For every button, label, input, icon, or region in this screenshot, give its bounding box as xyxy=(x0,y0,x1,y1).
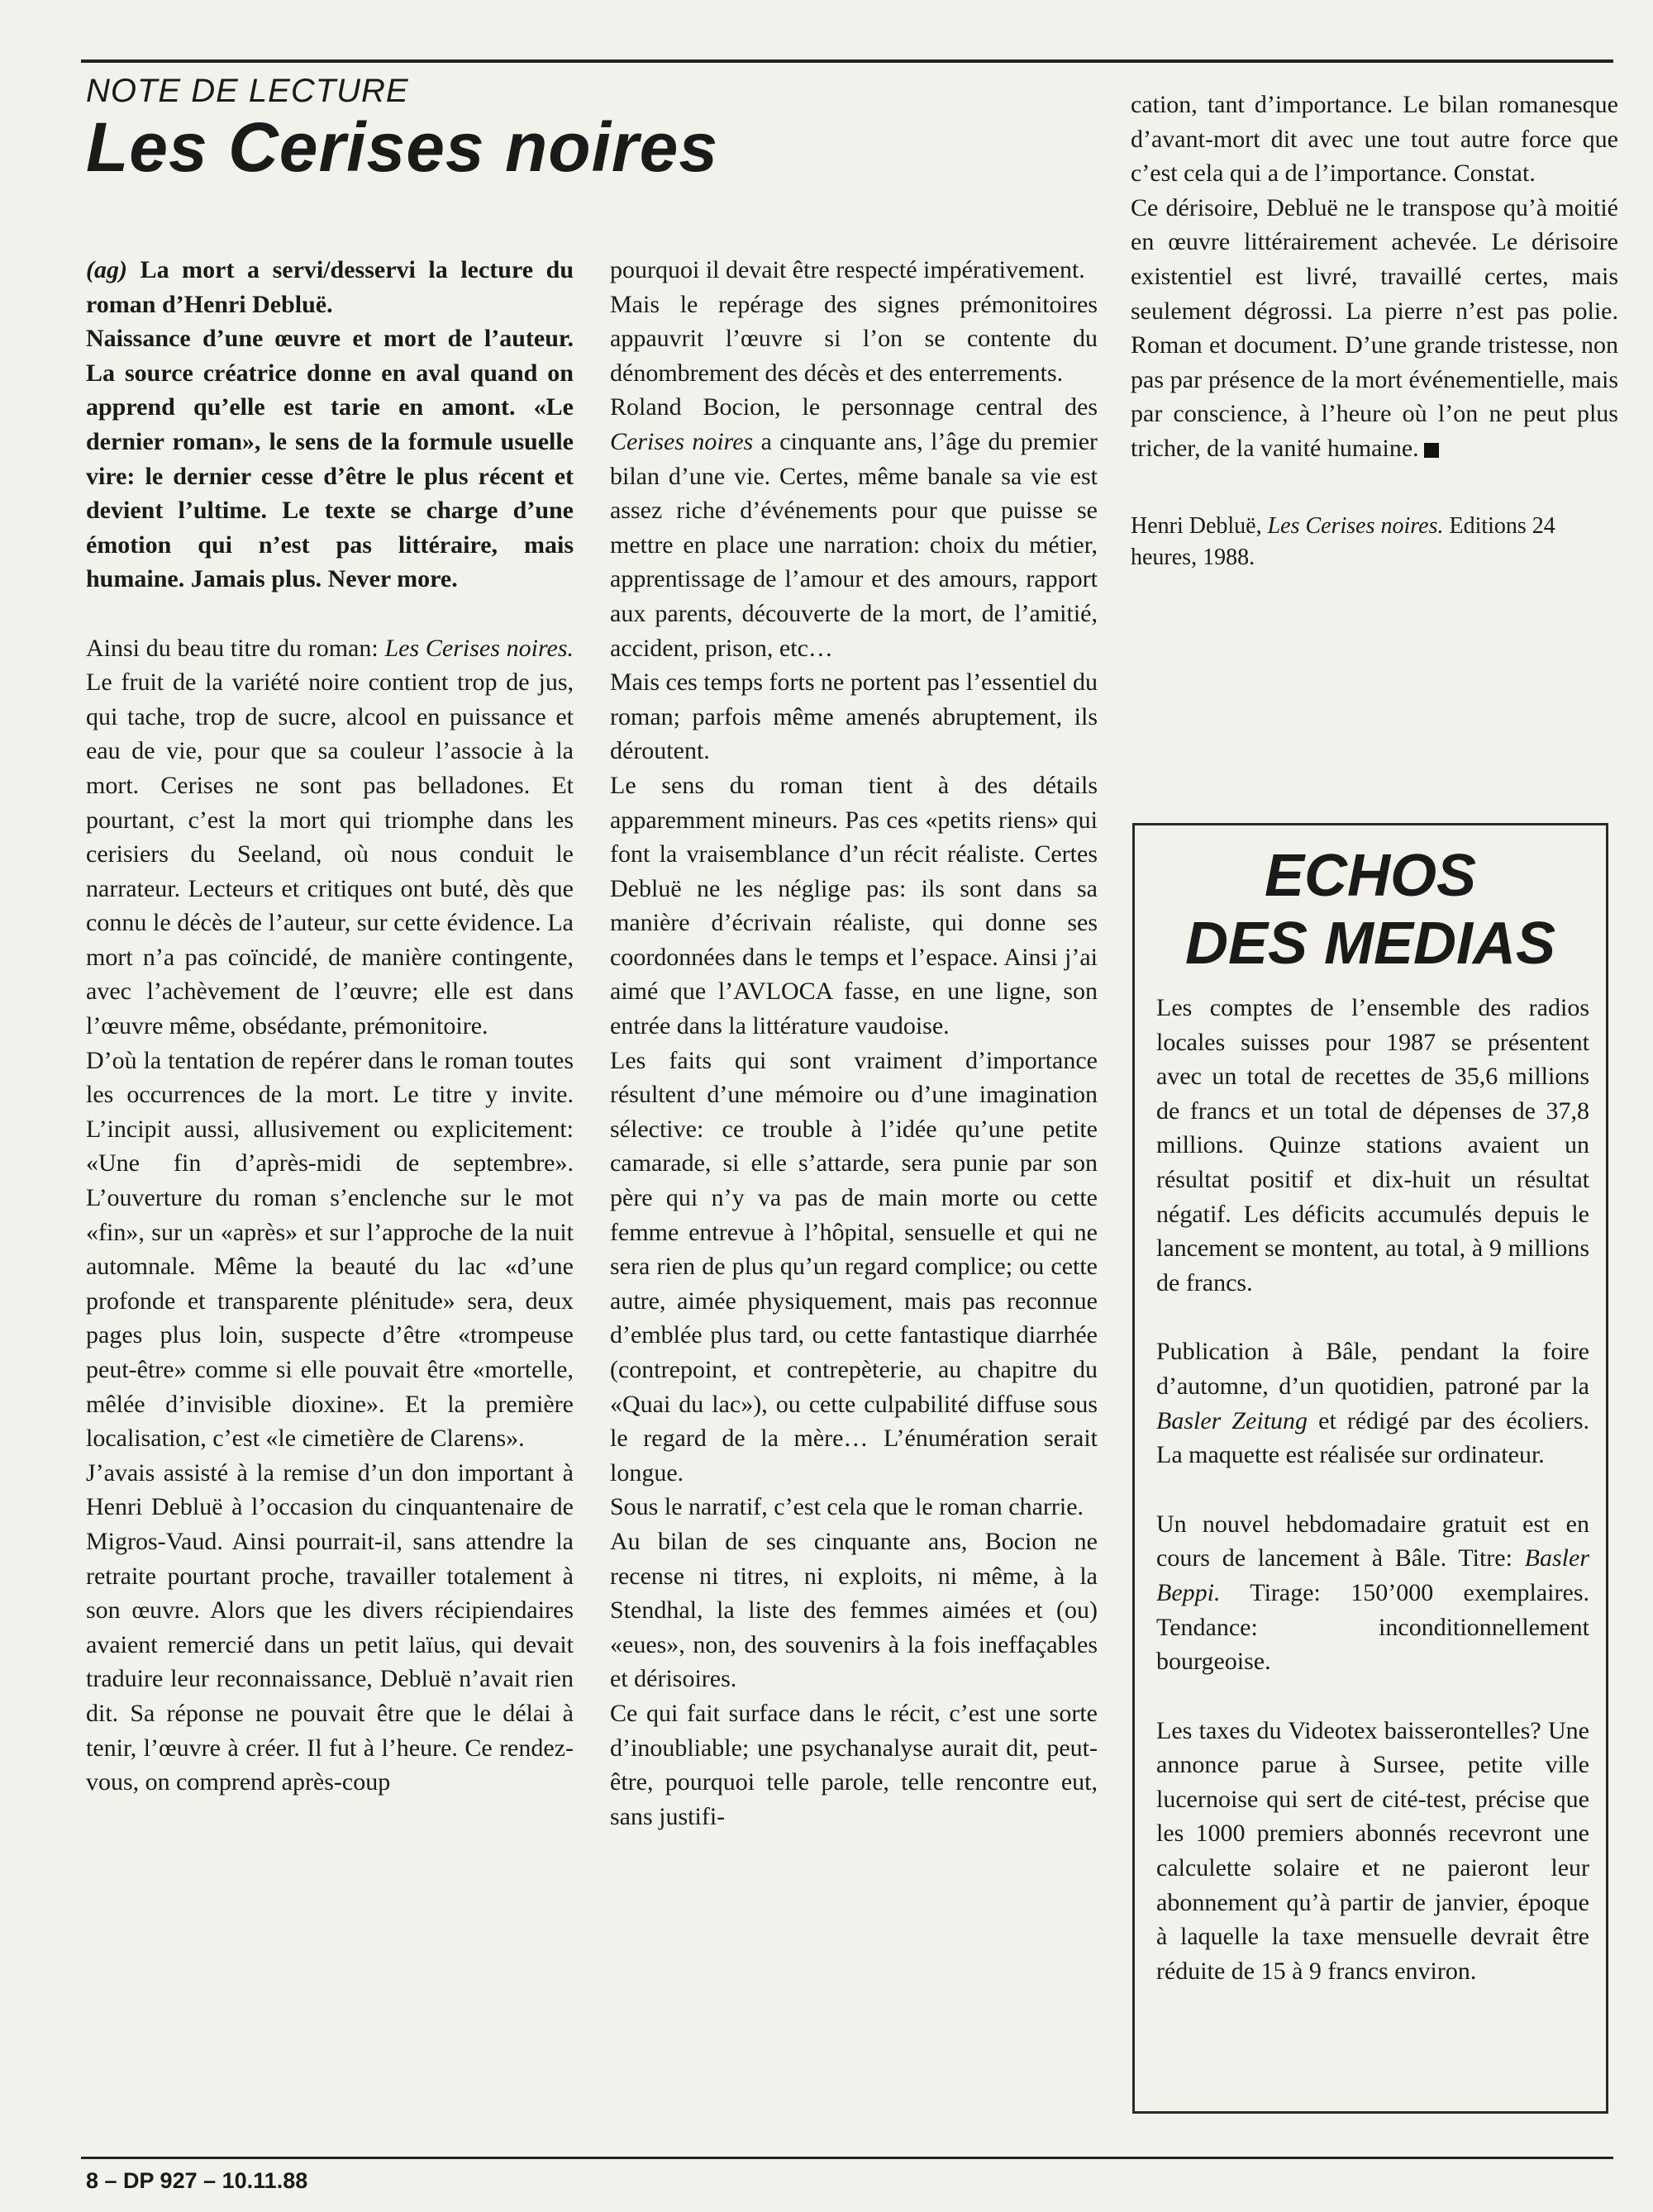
paragraph: pourquoi il devait être respecté impérativement. xyxy=(610,256,1085,283)
paragraph: cation, tant d’importance. Le bilan romanesque d’avant-mort dit avec une tout autre force que c’est cela qui a de l’importance. Constat. xyxy=(1131,91,1618,188)
news-item: Les comptes de l’ensemble des radios locales suisses pour 1987 se présentent avec un total de recettes de 35,6 millions de francs et un total de dépenses de 37,8 millions. Quinze stations avaient un résultat positif et dix-huit un résultat négatif. Les déficits accumulés depuis le lancement se montent, au total, à 9 millions de francs. xyxy=(1156,994,1589,1296)
end-mark-icon xyxy=(1424,443,1439,458)
paragraph: D’où la tentation de repérer dans le roman toutes les occurrences de la mort. Le titre y invite. L’incipit aussi, allusivement ou explicitement: «Une fin d’après-midi de septembre». L’ouverture du roman s’enclenche sur le mot «fin», sur un «après» et sur l’approche de la nuit automnale. Même la beauté du lac «d’une profonde et transparente plénitude» sera, deux pages plus loin, suspecte d’être «trompeuse peut-être» comme si elle pouvait être «mortelle, mêlée d’invisible dioxine». Et la première localisation, c’est «le cimetière de Clarens». xyxy=(86,1046,574,1453)
paragraph: Ainsi du beau titre du roman: Les Cerises noires. Le fruit de la variété noire contient trop de jus, qui tache, trop de sucre, alcool en puissance et eau de vie, pour que sa couleur l’associe à la mort. Cerises ne sont pas belladones. Et pourtant, c’est la mort qui triomphe dans les cerisiers du Seeland, où nous conduit le narrateur. Lecteurs et critiques ont buté, dès que connu le décès de l’auteur, sur cette évidence. La mort n’a pas coïncidé, de manière contingente, avec l’achèvement de l’œuvre; elle est dans l’œuvre même, obsédante, prémonitoire. xyxy=(86,634,574,1040)
section-kicker: NOTE DE LECTURE xyxy=(86,73,409,109)
book-title: Les Cerises noires. xyxy=(1267,512,1444,539)
paragraph: Le sens du roman tient à des détails apparemment mineurs. Pas ces «petits riens» qui font la vraisemblance d’un récit réaliste. Certes Debluë ne les néglige pas: ils sont dans sa manière d’écrivain réaliste, qui donne ses coordonnées dans le temps et l’espace. Ainsi j’ai aimé que l’AVLOCA fasse, en une ligne, son entrée dans la littérature vaudoise. xyxy=(610,771,1098,1040)
lead-paragraph-1: La mort a servi/desservi la lecture du roman d’Henri Debluë. xyxy=(86,256,574,318)
paragraph: Sous le narratif, c’est cela que le roman charrie. xyxy=(610,1493,1084,1521)
article-column-3 xyxy=(1131,88,1618,573)
echos-des-medias-box xyxy=(1132,823,1608,2114)
paragraph: Ce dérisoire, Debluë ne le transpose qu’à moitié en œuvre littérairement achevée. Le dérisoire existentiel est livré, travaillé certes, mais seulement dégrossi. La pierre n’est pas polie. Roman et document. D’une grande tristesse, non pas par présence de la mort événementielle, mais par conscience, à l’heure où l’on ne peut plus tricher, de la vanité humaine. xyxy=(1131,193,1618,462)
paragraph: Mais le repérage des signes prémonitoires appauvrit l’œuvre si l’on se contente du dénombrement des décès et des enterrements. xyxy=(610,290,1098,387)
paragraph: Mais ces temps forts ne portent pas l’essentiel du roman; parfois même amenés abruptement, ils déroutent. xyxy=(610,668,1098,765)
news-item: Un nouvel hebdomadaire gratuit est en cours de lancement à Bâle. Titre: Basler Beppi. Tirage: 150’000 exemplaires. Tendance: inconditionnellement bourgeoise. xyxy=(1156,1510,1589,1676)
byline: (ag) xyxy=(86,256,127,283)
top-rule xyxy=(81,59,1613,63)
article-title: Les Cerises noires xyxy=(86,108,719,186)
article-column-2 xyxy=(610,253,1098,1834)
paragraph: J’avais assisté à la remise d’un don important à Henri Debluë à l’occasion du cinquantenaire de Migros-Vaud. Ainsi pourrait-il, sans attendre la retraite pourtant proche, travailler totalement à son œuvre. Alors que les divers récipiendaires avaient remercié dans un petit laïus, qui devait traduire leur reconnaissance, Debluë n’avait rien dit. Sa réponse ne pouvait être que le délai à tenir, l’œuvre à créer. Il fut à l’heure. Ce rendez-vous, on comprend après-coup xyxy=(86,1458,574,1796)
paragraph: Roland Bocion, le personnage central des Cerises noires a cinquante ans, l’âge du premier bilan d’une vie. Certes, même banale sa vie est assez riche d’événements pour que puisse se mettre en place une narration: choix du métier, apprentissage de l’amour et des amours, rapport aux parents, découverte de la mort, de l’amitié, accident, prison, etc… xyxy=(610,393,1098,662)
bottom-rule xyxy=(81,2157,1613,2159)
book-reference: Henri Debluë, Les Cerises noires. Editions 24 heures, 1988. xyxy=(1131,512,1555,570)
box-title: ECHOS DES MEDIAS xyxy=(1184,843,1556,977)
book-title: Cerises noires xyxy=(610,427,754,455)
paragraph: Ce qui fait surface dans le récit, c’est une sorte d’inoubliable; une psychanalyse aurait dit, peut-être, pourquoi telle parole, telle rencontre eut, sans justifi- xyxy=(610,1699,1098,1830)
lead-paragraph-2: Naissance d’une œuvre et mort de l’auteur. La source créatrice donne en aval quand on apprend qu’elle est tarie en amont. «Le dernier roman», le sens de la formule usuelle vire: le dernier cesse d’être le plus récent et devient l’ultime. Le texte se charge d’une émotion qui n’est pas littéraire, mais humaine. Jamais plus. Never more. xyxy=(86,325,574,593)
page-folio: 8 – DP 927 – 10.11.88 xyxy=(86,2168,308,2193)
news-item: Publication à Bâle, pendant la foire d’automne, d’un quotidien, patroné par la Basler Zeitung et rédigé par des écoliers. La maquette est réalisée sur ordinateur. xyxy=(1156,1338,1590,1469)
article-lead xyxy=(86,253,574,597)
paragraph: Les faits qui sont vraiment d’importance résultent d’une mémoire ou d’une imagination sélective: ce trouble à l’idée qu’une petite camarade, si elle s’attarde, sera punie par son père qui n’y va pas de main morte ou cette femme entrevue à l’hôpital, sensuelle et qui ne sera rien de plus qu’un regard complice; ou cette autre, aimée physiquement, mais pas reconnue d’emblée plus tard, ou cette fantastique diarrhée (contrepoint, et contrepèterie, au chapitre du «Quai du lac»), ou cette culpabilité diffuse sous le regard de la mère… L’énumération serait longue. xyxy=(610,1046,1098,1487)
news-item: Les taxes du Videotex baisserontelles? Une annonce parue à Sursee, petite ville lucernoise qui sert de cité-test, précise que les 1000 premiers abonnés recevront une calculette solaire et ne paieront leur abonnement qu’à partir de janvier, époque à laquelle la taxe mensuelle devrait être réduite de 15 à 9 francs environ. xyxy=(1156,1716,1589,1985)
book-title: Les Cerises noires. xyxy=(384,634,574,662)
box-body xyxy=(1156,991,1589,2023)
paragraph: Au bilan de ses cinquante ans, Bocion ne recense ni titres, ni exploits, ni même, à la Stendhal, la liste des femmes aimées et (ou) «eues», non, des souvenirs à la fois ineffaçables et dérisoires. xyxy=(610,1527,1098,1693)
article-column-1 xyxy=(86,253,574,1800)
